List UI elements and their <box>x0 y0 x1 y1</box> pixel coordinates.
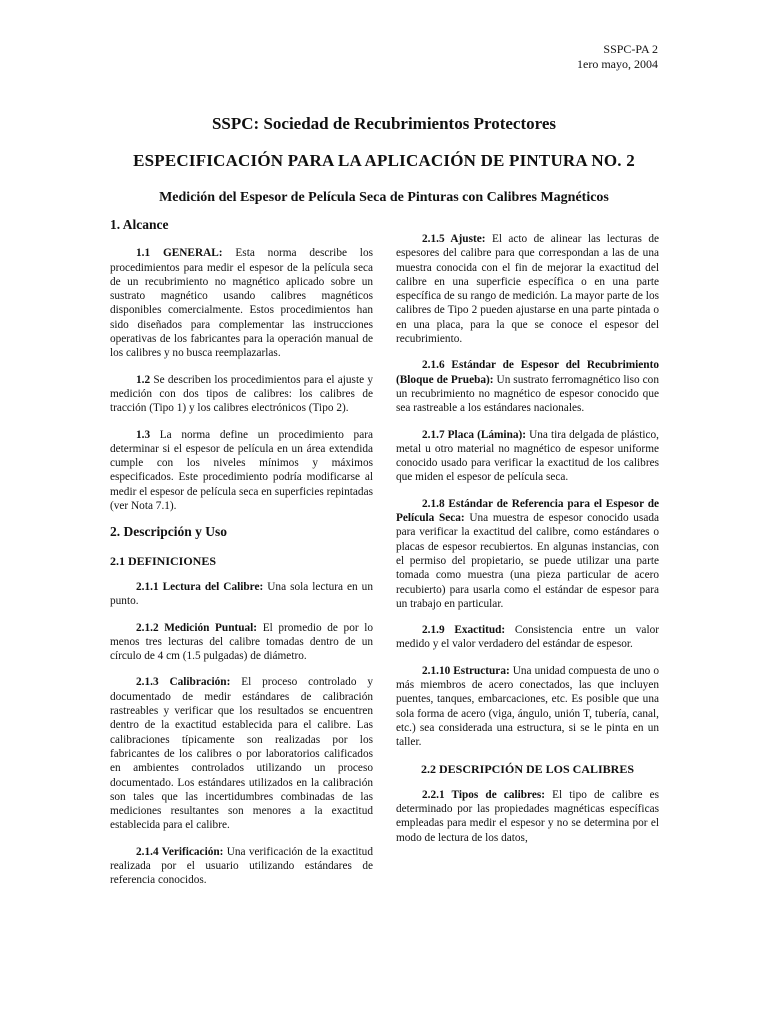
paragraph-2-1-6 <box>396 358 659 415</box>
right-column <box>396 232 659 857</box>
paragraph-label: 2.1.7 Placa (Lámina): <box>422 428 527 441</box>
paragraph-text: El tipo de calibre es determinado por las propiedades magnéticas específicas empleadas para medir el espesor y no se determina por el modo de lectura de los datos, <box>396 788 659 844</box>
paragraph-label: 2.1.9 Exactitud: <box>422 624 506 637</box>
specification-title: ESPECIFICACIÓN PARA LA APLICACIÓN DE PINTURA NO. 2 <box>133 151 635 170</box>
section-heading-description: 2. Descripción y Uso <box>110 524 227 540</box>
left-column <box>110 218 373 900</box>
paragraph-2-1-5 <box>396 232 659 346</box>
paragraph-text: El acto de alinear las lecturas de espesores del calibre para que correspondan a las de una muestra conocida con el fin de mejorar la exactitud del calibre en una superficie específica o en una parte específica de su rango de medición. La mayor parte de los calibres de Tipo 2 pueden ajustarse en una parte pintada o en una placa, para la que se conoce el espesor del recubrimiento. <box>396 233 660 346</box>
document-reference: SSPC-PA 2 <box>603 42 658 56</box>
paragraph-2-1-3 <box>110 675 373 832</box>
paragraph-2-1-4 <box>110 845 373 888</box>
paragraph-text: La norma define un procedimiento para determinar si el espesor de película en un área extendida cumple con los niveles mínimos y máximos especificados. Este procedimiento podría modificarse al medir el espesor de película seca en superficies repintadas (ver Nota 7.1). <box>110 428 373 513</box>
paragraph-1-1 <box>110 246 373 360</box>
paragraph-text: El promedio de por lo menos tres lecturas del calibre tomadas dentro de un círculo de 4 cm (1.5 pulgadas) de diámetro. <box>110 621 374 663</box>
subsection-heading-definitions: 2.1 DEFINICIONES <box>110 553 217 568</box>
paragraph-text: Una tira delgada de plástico, metal u otro material no magnético de espesor uniforme conocido usado para verificar la exactitud de los calibres que miden el espesor de película seca. <box>396 428 659 484</box>
paragraph-label: 2.1.2 Medición Puntual: <box>136 621 258 634</box>
paragraph-text: Esta norma describe los procedimientos para medir el espesor de la película seca de un recubrimiento no magnético aplicado sobre un sustrato magnético usando calibres magnéticos disponibles comercialmente. Estos procedimientos han sido diseñados para complementar las instrucciones operativas de los fabricantes para la operación manual de los calibres y no busca reemplazarlas. <box>110 247 373 360</box>
paragraph-label: 2.1.10 Estructura: <box>422 664 510 677</box>
paragraph-label: 1.3 <box>136 428 151 441</box>
document-date: 1ero mayo, 2004 <box>577 57 658 71</box>
paragraph-label: 1.2 <box>136 373 151 386</box>
paragraph-2-1-10 <box>396 664 659 750</box>
paragraph-label: 2.1.3 Calibración: <box>136 676 231 689</box>
paragraph-label: 2.1.6 Estándar de Espesor del Recubrimiento (Bloque de Prueba): <box>396 359 659 386</box>
paragraph-2-1-1 <box>110 580 373 609</box>
subsection-heading-gauges: 2.2 DESCRIPCIÓN DE LOS CALIBRES <box>420 761 635 776</box>
paragraph-2-1-7 <box>396 428 659 485</box>
paragraph-text: Una sola lectura en un punto. <box>110 580 373 608</box>
paragraph-label: 2.1.5 Ajuste: <box>422 233 486 245</box>
paragraph-text: El proceso controlado y documentado de medir estándares de calibración rastreables y verificar que los resultados se encuentren dentro de la exactitud establecida para el calibre. Las calibraciones típicamente son realizadas por los fabricantes de los calibres o por laboratorios calificados en ambientes controlados utilizando un proceso documentado. Los estándares utilizados en la calibración son tales que las incertidumbres combinadas de las mediciones resultantes son menores a la exactitud establecida para el calibre. <box>110 676 373 832</box>
organization-title: SSPC: Sociedad de Recubrimientos Protectores <box>211 114 557 133</box>
paragraph-label: 2.1.8 Estándar de Referencia para el Espesor de Película Seca: <box>396 497 659 525</box>
paragraph-2-1-8 <box>396 497 659 611</box>
paragraph-text: Una muestra de espesor conocido usada para verificar la exactitud del calibre, como estándares o placas de espesor recubiertos. En algunas instancias, con el permiso del propietario, se puede utilizar una parte tomada como muestra (una pieza particular de acero recubierto) para usarla como el estándar de espesor para un trabajo en particular. <box>396 512 660 610</box>
paragraph-text: Consistencia entre un valor medido y el valor verdadero del estándar de espesor. <box>396 624 659 651</box>
paragraph-1-3 <box>110 428 373 514</box>
paragraph-2-1-2 <box>110 621 373 664</box>
paragraph-text: Se describen los procedimientos para el ajuste y medición con dos tipos de calibres: los calibres de tracción (Tipo 1) y los calibres electrónicos (Tipo 2). <box>110 373 373 415</box>
paragraph-2-1-9 <box>396 623 659 652</box>
paragraph-text: Un sustrato ferromagnético liso con un recubrimiento no magnético de espesor conocido que sea rastreable a los estándares nacionales. <box>396 373 659 415</box>
specification-subtitle: Medición del Espesor de Película Seca de Pinturas con Calibres Magnéticos <box>159 190 609 205</box>
paragraph-text: Una verificación de la exactitud realizada por el usuario utilizando estándares de referencia conocidos. <box>110 845 373 887</box>
paragraph-label: 2.1.4 Verificación: <box>136 845 224 858</box>
paragraph-label: 2.2.1 Tipos de calibres: <box>422 788 546 801</box>
paragraph-label: 2.1.1 Lectura del Calibre: <box>136 580 264 593</box>
document-header <box>577 42 658 72</box>
paragraph-1-2 <box>110 373 373 416</box>
section-heading-scope: 1. Alcance <box>110 217 169 232</box>
paragraph-label: 1.1 GENERAL: <box>136 247 223 260</box>
paragraph-text: Una unidad compuesta de uno o más miembros de acero conectados, las que incluyen puentes, tanques, embarcaciones, etc. Es posible que una sola forma de acero (viga, ángulo, unión T, tubería, canal, etc.) sea considerada una estructura, si se le pinta en un taller. <box>396 664 659 749</box>
paragraph-2-2-1 <box>396 788 659 845</box>
